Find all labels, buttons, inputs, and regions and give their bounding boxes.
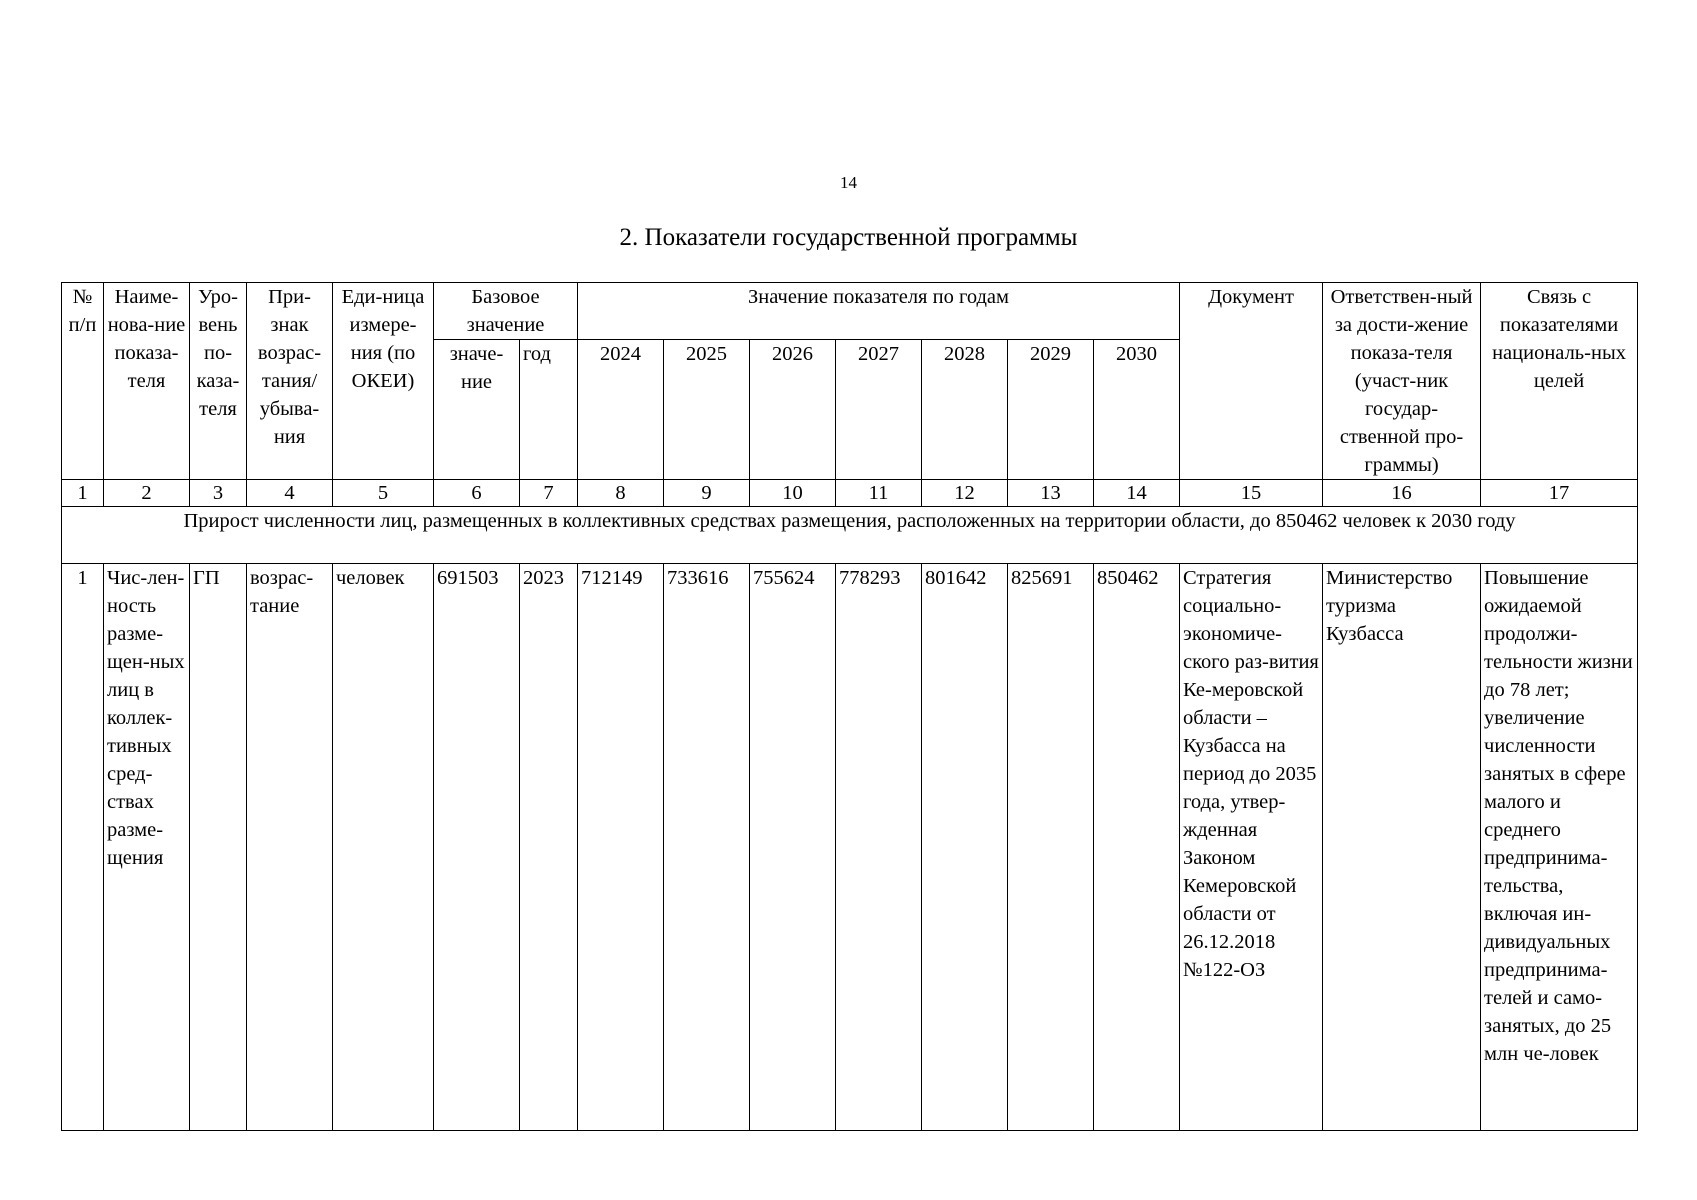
- column-number: 7: [520, 480, 578, 507]
- row-value-2025: 733616: [664, 564, 750, 1131]
- column-number: 8: [578, 480, 664, 507]
- column-number: 9: [664, 480, 750, 507]
- section-title: Прирост численности лиц, размещенных в коллективных средствах размещения, расположенных на территории области, до 850462 человек к 2030 году: [62, 507, 1638, 564]
- header-base: Базовое значение: [434, 283, 578, 340]
- row-value-2027: 778293: [836, 564, 922, 1131]
- column-number: 13: [1008, 480, 1094, 507]
- row-value-2024: 712149: [578, 564, 664, 1131]
- row-level: ГП: [190, 564, 247, 1131]
- header-responsible: Ответствен-ный за дости-жение показа-теля (участ-ник государ-ственной про-граммы): [1323, 283, 1481, 480]
- row-no: 1: [62, 564, 104, 1131]
- header-year-2027: 2027: [836, 340, 922, 480]
- row-trend: возрас-тание: [247, 564, 333, 1131]
- column-number: 3: [190, 480, 247, 507]
- column-number: 1: [62, 480, 104, 507]
- column-number: 4: [247, 480, 333, 507]
- header-document: Документ: [1180, 283, 1323, 480]
- column-number-row: [62, 480, 1638, 507]
- row-base-value: 691503: [434, 564, 520, 1131]
- header-base-year: год: [520, 340, 578, 480]
- header-year-2029: 2029: [1008, 340, 1094, 480]
- header-year-2024: 2024: [578, 340, 664, 480]
- row-unit: человек: [333, 564, 434, 1131]
- row-document: Стратегия социально-экономиче-ского раз-вития Ке-меровской области – Кузбасса на период до 2035 года, утвер-жденная Законом Кемеровской области от 26.12.2018 №122-ОЗ: [1180, 564, 1323, 1131]
- header-row: [62, 283, 1638, 340]
- row-link: Повышение ожидаемой продолжи-тельности жизни до 78 лет; увеличение численности занятых в сфере малого и среднего предпринима-тельства, включая ин-дивидуальных предпринима-телей и само-занятых, до 25 млн че-ловек: [1481, 564, 1638, 1131]
- column-number: 15: [1180, 480, 1323, 507]
- header-year-2026: 2026: [750, 340, 836, 480]
- column-number: 16: [1323, 480, 1481, 507]
- section-row: [62, 507, 1638, 564]
- row-value-2028: 801642: [922, 564, 1008, 1131]
- column-number: 11: [836, 480, 922, 507]
- column-number: 5: [333, 480, 434, 507]
- column-number: 10: [750, 480, 836, 507]
- header-base-value: значе-ние: [434, 340, 520, 480]
- header-trend: При-знак возрас-тания/ убыва-ния: [247, 283, 333, 480]
- page-title: 2. Показатели государственной программы: [619, 224, 1078, 251]
- indicators-table: [61, 282, 1638, 1131]
- header-link: Связь с показателями националь-ных целей: [1481, 283, 1638, 480]
- row-base-year: 2023: [520, 564, 578, 1131]
- header-unit: Еди-ница измере-ния (по ОКЕИ): [333, 283, 434, 480]
- column-number: 12: [922, 480, 1008, 507]
- row-responsible: Министерство туризма Кузбасса: [1323, 564, 1481, 1131]
- page-number: 14: [840, 173, 857, 192]
- header-no: № п/п: [62, 283, 104, 480]
- header-name: Наиме-нова-ние показа-теля: [104, 283, 190, 480]
- table-row: [62, 564, 1638, 1131]
- row-value-2029: 825691: [1008, 564, 1094, 1131]
- header-level: Уро-вень по-каза-теля: [190, 283, 247, 480]
- row-value-2030: 850462: [1094, 564, 1180, 1131]
- header-year-2025: 2025: [664, 340, 750, 480]
- column-number: 14: [1094, 480, 1180, 507]
- header-year-2028: 2028: [922, 340, 1008, 480]
- column-number: 2: [104, 480, 190, 507]
- row-value-2026: 755624: [750, 564, 836, 1131]
- header-year-2030: 2030: [1094, 340, 1180, 480]
- header-years-group: Значение показателя по годам: [578, 283, 1180, 340]
- column-number: 6: [434, 480, 520, 507]
- row-name: Чис-лен-ность разме-щен-ных лиц в коллек-тивных сред-ствах разме-щения: [104, 564, 190, 1131]
- column-number: 17: [1481, 480, 1638, 507]
